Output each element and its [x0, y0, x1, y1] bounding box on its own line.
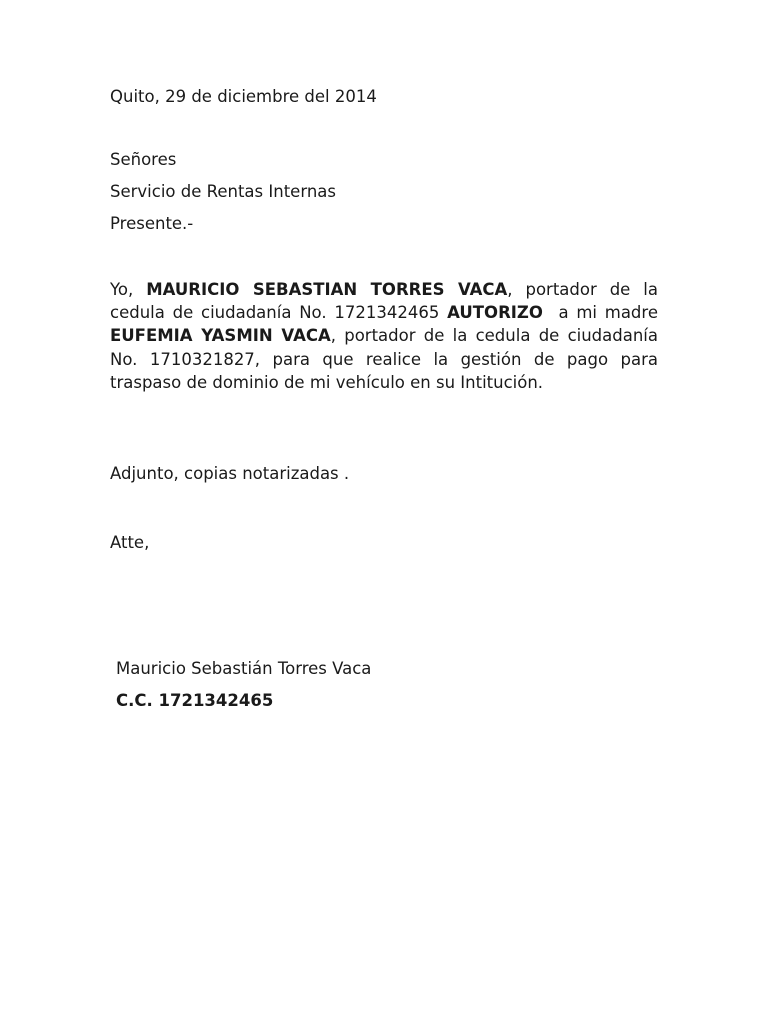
closing-line: Atte,	[110, 533, 150, 552]
date-line: Quito, 29 de diciembre del 2014	[110, 87, 377, 106]
body-text-3: a mi madre	[542, 303, 664, 323]
mother-name: EUFEMIA YASMIN VACA	[110, 326, 331, 346]
body-text-1: Yo,	[110, 280, 147, 299]
recipient-presente: Presente.-	[110, 214, 194, 233]
author-name: MAURICIO SEBASTIAN TORRES VACA	[146, 280, 508, 299]
body-text-2: , portador de la cedula de ciudadanía No. 1721342465	[110, 280, 658, 323]
signature-id: C.C. 1721342465	[116, 691, 274, 710]
recipient-salutation: Señores	[110, 150, 177, 169]
authorize-keyword: AUTORIZO	[447, 303, 543, 323]
body-paragraph	[110, 278, 664, 394]
recipient-institution: Servicio de Rentas Internas	[110, 182, 336, 201]
attachments-line: Adjunto, copias notarizadas .	[110, 464, 350, 483]
signature-name: Mauricio Sebastián Torres Vaca	[116, 659, 372, 678]
body-text-4: , portador de la cedula de ciudadanía No. 1710321827, para que realice la gestión de pago para traspaso de dominio de mi vehículo en su Intitución.	[110, 326, 658, 392]
